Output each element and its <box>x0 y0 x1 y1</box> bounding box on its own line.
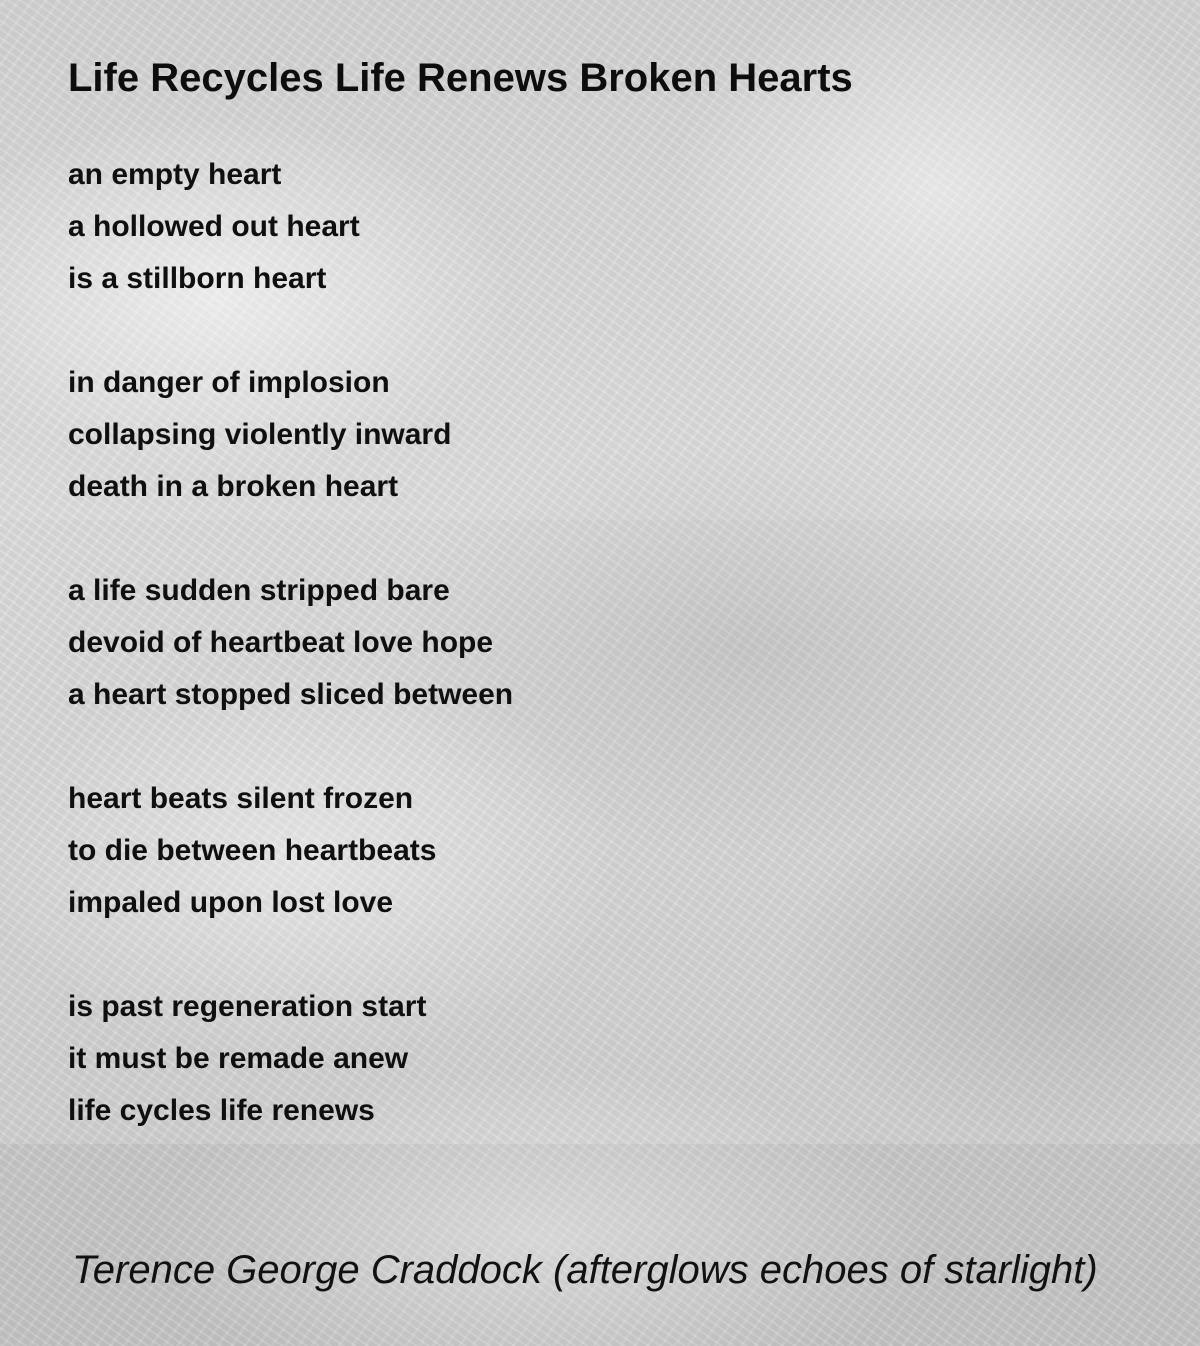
poem-line: to die between heartbeats <box>68 834 437 867</box>
stanza-3 <box>68 565 1068 721</box>
author-credit: Terence George Craddock (afterglows echoes of starlight) <box>72 1248 1098 1292</box>
poem-line: devoid of heartbeat love hope <box>68 626 494 659</box>
poem-line: a hollowed out heart <box>68 210 360 243</box>
poem-title: Life Recycles Life Renews Broken Hearts <box>68 56 853 100</box>
poem-line: a heart stopped sliced between <box>68 678 514 711</box>
poem-line: in danger of implosion <box>68 366 390 399</box>
poem-line: life cycles life renews <box>68 1094 375 1127</box>
stanza-break <box>68 305 1068 357</box>
poem-line: an empty heart <box>68 158 282 191</box>
stanza-break <box>68 929 1068 981</box>
poem-line: heart beats silent frozen <box>68 782 414 815</box>
poem-line: impaled upon lost love <box>68 886 394 919</box>
stanza-break <box>68 513 1068 565</box>
poem-line: is past regeneration start <box>68 990 427 1023</box>
stanza-5 <box>68 981 1068 1137</box>
stanza-2 <box>68 357 1068 513</box>
stanza-4 <box>68 773 1068 929</box>
poem-line: is a stillborn heart <box>68 262 327 295</box>
stanza-break <box>68 721 1068 773</box>
poem-line: collapsing violently inward <box>68 418 452 451</box>
poem-line: a life sudden stripped bare <box>68 574 450 607</box>
poem-body <box>68 149 1068 1137</box>
poem-line: death in a broken heart <box>68 470 399 503</box>
stanza-1 <box>68 149 1068 305</box>
poem-line: it must be remade anew <box>68 1042 409 1075</box>
